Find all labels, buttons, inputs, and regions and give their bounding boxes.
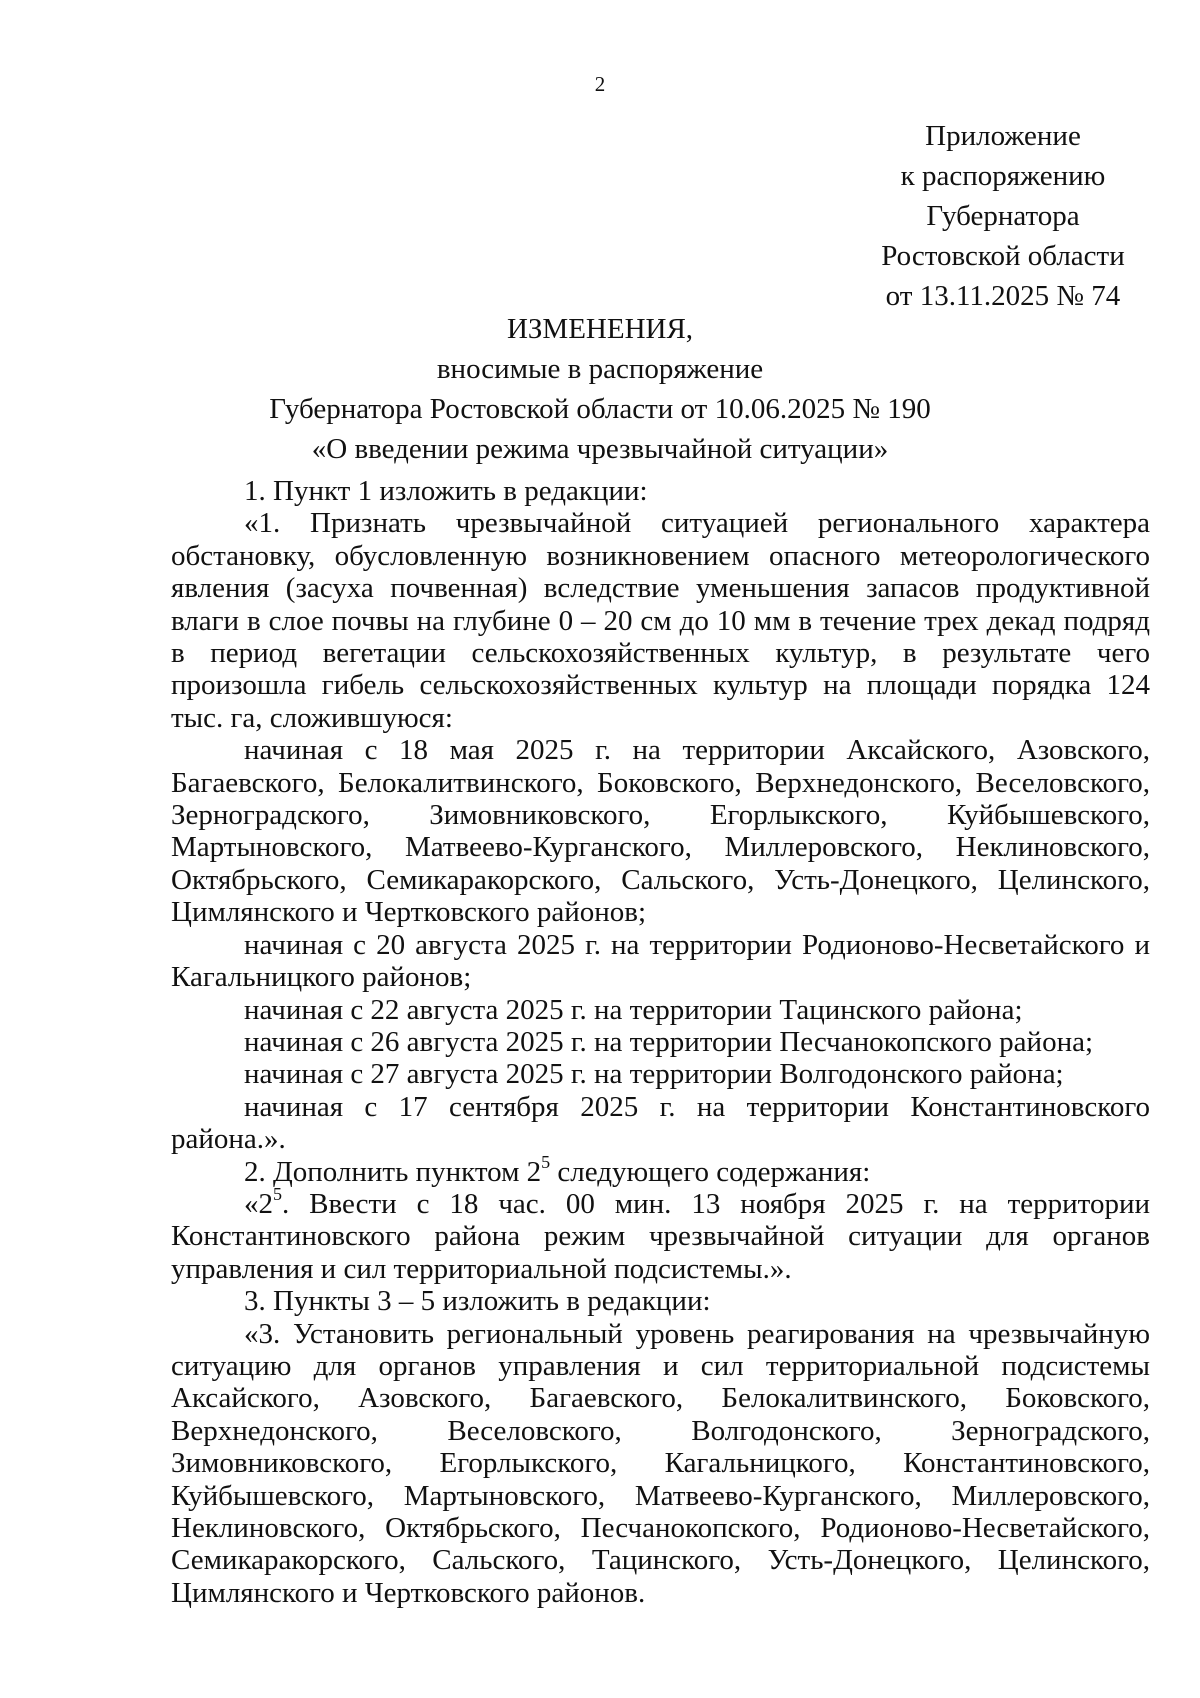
- paragraph: начиная с 22 августа 2025 г. на территории Тацинского района;: [244, 993, 1023, 1026]
- title-heading: ИЗМЕНЕНИЯ,: [506, 313, 694, 345]
- paragraph: начиная с 17 сентября 2025 г. на территории Константиновского района.».: [171, 1090, 1150, 1156]
- paragraph: начиная с 26 августа 2025 г. на территории Песчанокопского района;: [244, 1025, 1094, 1058]
- appendix-header: [838, 116, 1168, 316]
- paragraph: 1. Пункт 1 изложить в редакции:: [244, 475, 648, 507]
- title-line: Губернатора Ростовской области от 10.06.2025 № 190: [269, 393, 931, 425]
- paragraph-text: «2: [244, 1187, 273, 1220]
- title-line: «О введении режима чрезвычайной ситуации»: [311, 433, 889, 465]
- paragraph: [171, 1184, 1150, 1285]
- paragraph: «1. Признать чрезвычайной ситуацией регионального характера обстановку, обусловленную возникновением опасного метеорологического явления (засуха почвенная) вследствие уменьшения запасов продуктивной влаги в слое почвы на глубине 0 – 20 см до 10 мм в течение трех декад подряд в период вегетации сельскохозяйственных культур, в результате чего произошла гибель сельскохозяйственных культур на площади порядка 124 тыс. га, сложившуюся:: [171, 507, 1150, 734]
- appendix-line: Приложение: [925, 120, 1081, 152]
- paragraph-text: . Ввести с 18 час. 00 мин. 13 ноября 2025 г. на территории Константиновского района режим чрезвычайной ситуации для органов управления и сил территориальной подсистемы.».: [171, 1187, 1150, 1285]
- paragraph-text: следующего содержания:: [550, 1155, 871, 1188]
- document-body: [171, 475, 1150, 1609]
- paragraph: 3. Пункты 3 – 5 изложить в редакции:: [244, 1285, 711, 1318]
- document-title: [0, 309, 1200, 469]
- paragraph: «3. Установить региональный уровень реагирования на чрезвычайную ситуацию для органов управления и сил территориальной подсистемы Аксайского, Азовского, Багаевского, Белокалитвинского, Боковского, Верхнедонского, Веселовского, Волгодонского, Зерноградского, Зимовниковского, Егорлыкского, Кагальницкого, Константиновского, Куйбышевского, Мартыновского, Матвеево-Курганского, Миллеровского, Неклиновского, Октябрьского, Песчанокопского, Родионово-Несветайского, Семикаракорского, Сальского, Тацинского, Усть-Донецкого, Целинского, Цимлянского и Чертковского районов.: [171, 1317, 1150, 1609]
- appendix-line: Губернатора: [926, 200, 1080, 232]
- paragraph: начиная с 18 мая 2025 г. на территории Аксайского, Азовского, Багаевского, Белокалитвинского, Боковского, Верхнедонского, Веселовского, Зерноградского, Зимовниковского, Егорлыкского, Куйбышевского, Мартыновского, Матвеево-Курганского, Миллеровского, Неклиновского, Октябрьского, Семикаракорского, Сальского, Усть-Донецкого, Целинского, Цимлянского и Чертковского районов;: [171, 734, 1150, 929]
- superscript: 5: [273, 1184, 282, 1205]
- paragraph: начиная с 20 августа 2025 г. на территории Родионово-Несветайского и Кагальницкого районов;: [171, 928, 1150, 994]
- paragraph: начиная с 27 августа 2025 г. на территории Волгодонского района;: [244, 1058, 1064, 1091]
- superscript: 5: [541, 1151, 551, 1172]
- appendix-line: к распоряжению: [900, 160, 1106, 192]
- paragraph-text: 2. Дополнить пунктом 2: [244, 1155, 542, 1188]
- appendix-line: от 13.11.2025 № 74: [885, 280, 1121, 312]
- title-line: вносимые в распоряжение: [436, 353, 764, 385]
- paragraph: [171, 1151, 1150, 1188]
- appendix-line: Ростовской области: [881, 240, 1125, 272]
- page-number: 2: [594, 72, 606, 96]
